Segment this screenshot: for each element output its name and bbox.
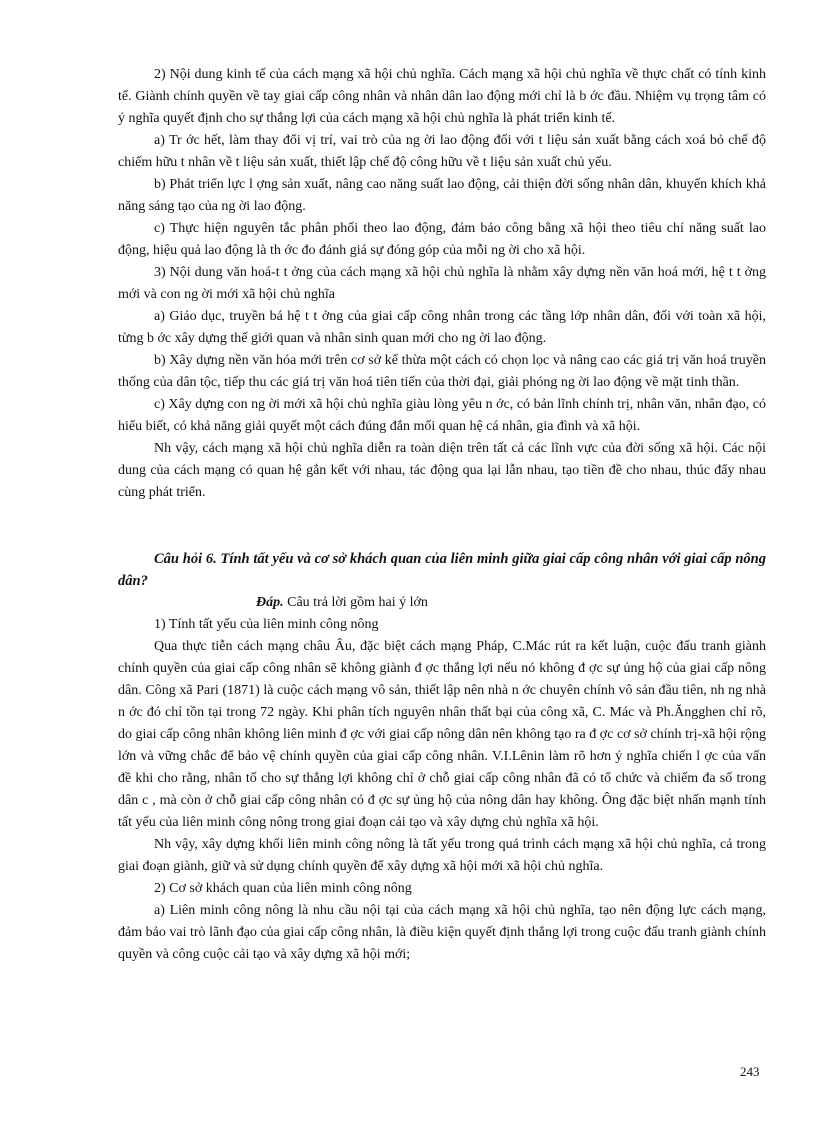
paragraph: 2) Nội dung kinh tế của cách mạng xã hội chủ nghĩa. Cách mạng xã hội chủ nghĩa về thực chất có tính kinh tế. Giành chính quyền về tay giai cấp công nhân và nhân dân lao động mới chỉ là b ớc đầu. Nhiệm vụ trọng tâm có ý nghĩa quyết định cho sự thắng lợi của cách mạng xã hội chủ nghĩa là phát triển kinh tế. xyxy=(118,67,766,126)
paragraph: 1) Tính tất yếu của liên minh công nông xyxy=(154,617,379,632)
page-content xyxy=(118,64,766,966)
page-number: 243 xyxy=(740,1064,760,1079)
paragraph: b) Xây dựng nền văn hóa mới trên cơ sở kế thừa một cách có chọn lọc và nâng cao các giá trị văn hoá truyền thống của dân tộc, tiếp thu các giá trị văn hoá tiên tiến của thời đại, giải phóng ng ời lao động về mặt tinh thần. xyxy=(118,353,766,390)
question-heading: Câu hỏi 6. Tính tất yếu và cơ sở khách quan của liên minh giữa giai cấp công nhân với giai cấp nông dân? xyxy=(118,551,766,589)
paragraph: c) Xây dựng con ng ời mới xã hội chủ nghĩa giàu lòng yêu n ớc, có bản lĩnh chính trị, nhân văn, nhân đạo, có hiểu biết, có khả năng giải quyết một cách đúng đắn mối quan hệ cá nhân, gia đình và xã hội. xyxy=(118,397,766,434)
paragraph: a) Tr ớc hết, làm thay đổi vị trí, vai trò của ng ời lao động đối với t liệu sản xuất bằng cách xoá bỏ chế độ chiếm hữu t nhân về t liệu sản xuất, thiết lập chế độ công hữu về t liệu sản xuất chủ yếu. xyxy=(118,133,766,170)
paragraph: b) Phát triển lực l ợng sản xuất, nâng cao năng suất lao động, cải thiện đời sống nhân dân, khuyến khích khả năng sáng tạo của ng ời lao động. xyxy=(118,177,766,214)
answer-line xyxy=(118,592,766,614)
paragraph: a) Liên minh công nông là nhu cầu nội tại của cách mạng xã hội chủ nghĩa, tạo nên động lực cách mạng, đảm bảo vai trò lãnh đạo của giai cấp công nhân, là điều kiện quyết định thắng lợi trong cuộc đấu tranh giành chính quyền và công cuộc cải tạo và xây dựng xã hội mới; xyxy=(118,903,766,962)
paragraph: Nh vậy, cách mạng xã hội chủ nghĩa diễn ra toàn diện trên tất cả các lĩnh vực của đời sống xã hội. Các nội dung của cách mạng có quan hệ gắn kết với nhau, tác động qua lại lẫn nhau, tạo tiền đề cho nhau, thúc đẩy nhau cùng phát triển. xyxy=(118,441,766,500)
answer-text: Câu trả lời gồm hai ý lớn xyxy=(283,595,428,610)
paragraph: Nh vậy, xây dựng khối liên minh công nông là tất yếu trong quá trình cách mạng xã hội chủ nghĩa, cả trong giai đoạn giành, giữ và sử dụng chính quyền để xây dựng xã hội mới xã hội chủ nghĩa. xyxy=(118,837,766,874)
paragraph: 2) Cơ sở khách quan của liên minh công nông xyxy=(154,881,412,896)
paragraph: a) Giáo dục, truyền bá hệ t t ởng của giai cấp công nhân trong các tầng lớp nhân dân, đối với toàn xã hội, từng b ớc xây dựng thế giới quan và nhân sinh quan mới cho ng ời lao động. xyxy=(118,309,766,346)
paragraph: c) Thực hiện nguyên tắc phân phối theo lao động, đảm bảo công bằng xã hội theo tiêu chí năng suất lao động, hiệu quả lao động là th ớc đo đánh giá sự đóng góp của mỗi ng ời cho xã hội. xyxy=(118,221,766,258)
answer-label: Đáp. xyxy=(256,595,284,610)
paragraph: Qua thực tiễn cách mạng châu Âu, đặc biệt cách mạng Pháp, C.Mác rút ra kết luận, cuộc đấu tranh giành chính quyền của giai cấp công nhân sẽ không giành đ ợc thắng lợi nếu nó không đ ợc sự ủng hộ của giai cấp nông dân. Công xã Pari (1871) là cuộc cách mạng vô sản, thiết lập nên nhà n ớc chuyên chính vô sản đầu tiên, nh ng nhà n ớc đó chỉ tồn tại trong 72 ngày. Khi phân tích nguyên nhân thất bại của công xã, C. Mác và Ph.Ăngghen chỉ rõ, do giai cấp công nhân không liên minh đ ợc với giai cấp nông dân nên không tạo ra đ ợc cơ sở chính trị-xã hội rộng lớn và vững chắc để bảo vệ chính quyền của giai cấp công nhân. V.I.Lênin làm rõ hơn ý nghĩa chiến l ợc của vấn đề khi cho rằng, nhân tố cho sự thắng lợi không chỉ ở chỗ giai cấp công nhân đã có tổ chức và chiếm đa số trong dân c , mà còn ở chỗ giai cấp công nhân có đ ợc sự ủng hộ của nông dân hay không. Ông đặc biệt nhấn mạnh tính tất yếu của liên minh công nông trong giai đoạn cải tạo và xây dựng chủ nghĩa xã hội. xyxy=(118,639,766,830)
paragraph: 3) Nội dung văn hoá-t t ởng của cách mạng xã hội chủ nghĩa là nhằm xây dựng nền văn hoá mới, hệ t t ởng mới và con ng ời mới xã hội chủ nghĩa xyxy=(118,265,766,302)
